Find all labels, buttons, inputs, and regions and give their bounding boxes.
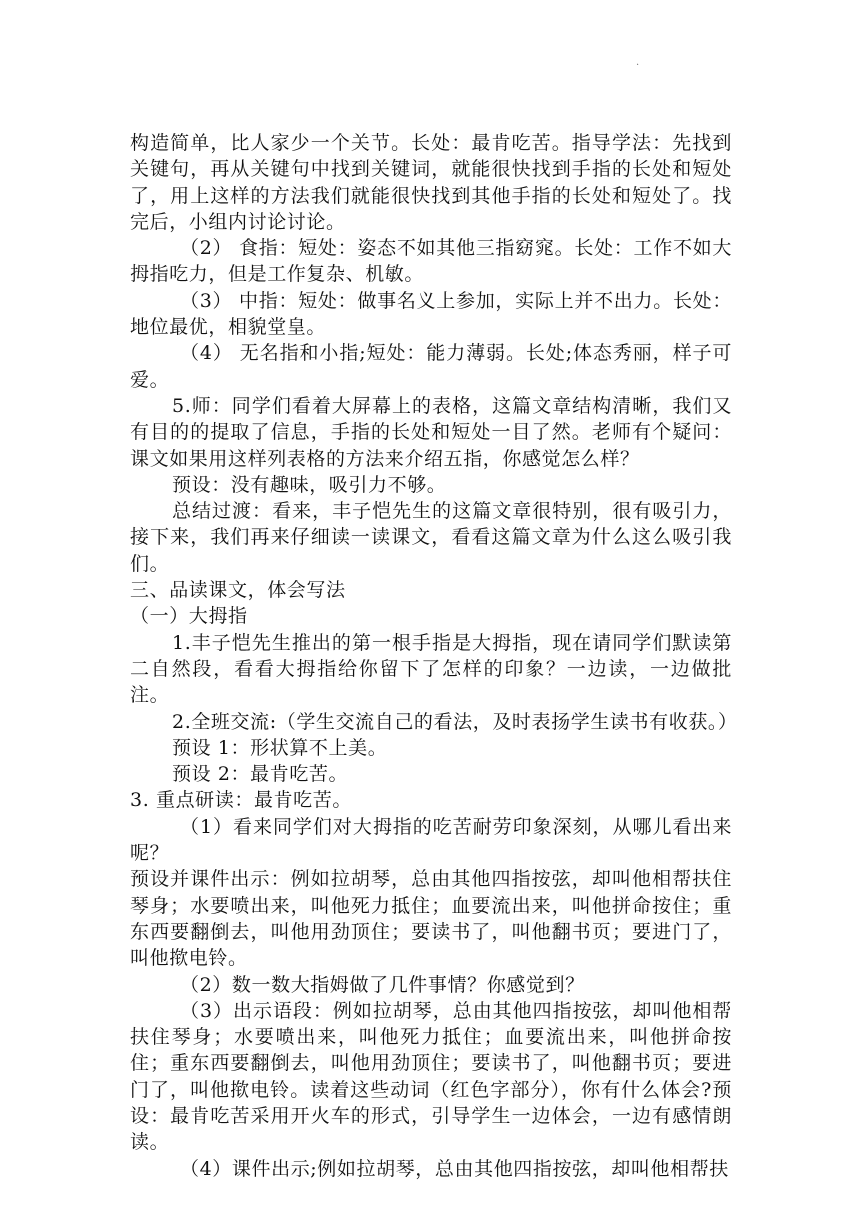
- paragraph: 构造简单，比人家少一个关节。长处：最肯吃苦。指导学法：先找到关键句，再从关键句中找到关键词，就能很快找到手指的长处和短处了，用上这样的方法我们就能很快找到其他手指的长处和短处了。找完后，小组内讨论讨论。: [130, 132, 732, 233]
- paragraph: 预设：没有趣味，吸引力不够。: [172, 473, 447, 496]
- paragraph: （一）大拇指: [130, 605, 248, 628]
- paragraph: （4） 无名指和小指;短处：能力薄弱。长处;体态秀丽，样子可爱。: [130, 342, 732, 391]
- paragraph: （3） 中指：短处：做事名义上参加，实际上并不出力。长处：地位最优，相貌堂皇。: [130, 289, 732, 339]
- paragraph: 三、品读课文，体会写法: [130, 579, 346, 602]
- paragraph: 2.全班交流:（学生交流自己的看法，及时表扬学生读书有收获。）: [172, 710, 738, 733]
- paragraph: （4）课件出示;例如拉胡琴，总由其他四指按弦，却叫他相帮扶: [180, 1157, 729, 1180]
- paragraph: （2）数一数大指姆做了几件事情？你感觉到？: [180, 973, 585, 996]
- paragraph: （2） 食指：短处：姿态不如其他三指窈窕。长处：工作不如大拇指吃力，但是工作复杂、机敏。: [130, 237, 732, 286]
- document-body: [130, 130, 738, 1182]
- paragraph: 预设 2：最肯吃苦。: [172, 763, 349, 786]
- paragraph: 总结过渡：看来，丰子恺先生的这篇文章很特别，很有吸引力，接下来，我们再来仔细读一读课文，看看这篇文章为什么这么吸引我们。: [130, 500, 732, 575]
- paragraph: 预设并课件出示：例如拉胡琴，总由其他四指按弦，却叫他相帮扶住琴身；水要喷出来，叫他死力抵住；血要流出来，叫他拼命按住；重东西要翻倒去，叫他用劲顶住；要读书了，叫他翻书页；要进门了，叫他揿电铃。: [130, 868, 732, 970]
- paragraph: 1.丰子恺先生推出的第一根手指是大拇指，现在请同学们默读第二自然段，看看大拇指给你留下了怎样的印象？一边读，一边做批注。: [130, 631, 732, 707]
- header-mark: .: [636, 57, 640, 68]
- paragraph: （1）看来同学们对大拇指的吃苦耐劳印象深刻，从哪儿看出来呢？: [130, 815, 732, 865]
- paragraph: （3）出示语段：例如拉胡琴，总由其他四指按弦，却叫他相帮扶住琴身；水要喷出来，叫他死力抵住；血要流出来，叫他拼命按住；重东西要翻倒去，叫他用劲顶住；要读书了，叫他翻书页；要进门了，叫他揿电铃。读着这些动词（红色字部分），你有什么体会?预设：最肯吃苦采用开火车的形式，引导学生一边体会，一边有感情朗读。: [130, 999, 732, 1154]
- paragraph: 预设 1：形状算不上美。: [172, 736, 388, 759]
- paragraph: 3. 重点研读：最肯吃苦。: [130, 789, 352, 812]
- paragraph: 5.师：同学们看着大屏幕上的表格，这篇文章结构清晰，我们又有目的的提取了信息，手指的长处和短处一目了然。老师有个疑问：课文如果用这样列表格的方法来介绍五指，你感觉怎么样？: [130, 394, 732, 470]
